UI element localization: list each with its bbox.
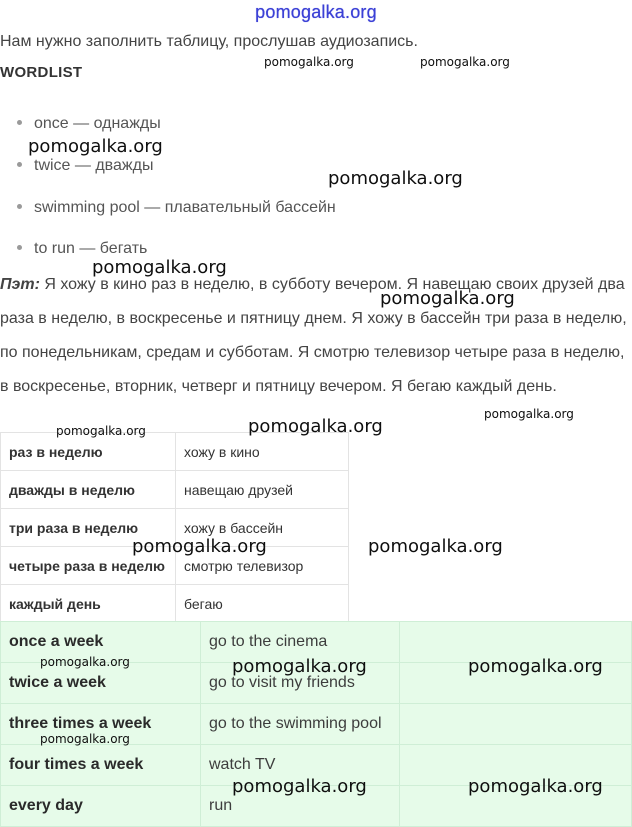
table-cell-frequency: каждый день [1,585,176,623]
watermark: pomogalka.org [232,776,367,797]
bullet-icon [17,120,22,125]
table-row [1,585,349,623]
table-cell-frequency: three times a week [1,704,201,745]
table-cell-frequency: три раза в неделю [1,509,176,547]
speaker-name: Пэт: [0,276,40,293]
russian-table [0,432,349,623]
watermark: pomogalka.org [28,136,163,157]
wordlist-item-text: twice — дважды [34,157,154,174]
pat-text: Я хожу в кино раз в неделю, в субботу вечером. Я навещаю своих друзей два раза в неделю, в воскресенье и пятницу днем. Я хожу в бассейн три раза в неделю, по понедельникам, средам и субботам. Я смотрю телевизор четыре раза в неделю, в воскресенье, вторник, четверг и пятницу вечером. Я бегаю каждый день. [0,276,627,395]
table-cell-frequency: четыре раза в неделю [1,547,176,585]
table-cell-empty [400,704,632,745]
table-cell-activity: go to the swimming pool [201,704,400,745]
wordlist-heading: WORDLIST [0,64,83,81]
table-cell-activity: run [201,786,400,827]
watermark: pomogalka.org [132,536,267,557]
table-row [1,433,349,471]
wordlist-item [17,199,336,217]
site-title[interactable]: pomogalka.org [255,2,377,22]
watermark: pomogalka.org [248,416,383,437]
bullet-icon [17,245,22,250]
table-cell-activity: хожу в бассейн [176,509,349,547]
intro-text: Нам нужно заполнить таблицу, прослушав аудиозапись. [0,33,418,50]
table-cell-frequency: every day [1,786,201,827]
watermark: pomogalka.org [380,288,515,309]
watermark: pomogalka.org [92,257,227,278]
watermark: pomogalka.org [484,407,574,421]
watermark: pomogalka.org [368,536,503,557]
table-cell-activity: смотрю телевизор [176,547,349,585]
table-cell-activity: go to the cinema [201,622,400,663]
table-cell-frequency: twice a week [1,663,201,704]
watermark: pomogalka.org [56,424,146,438]
watermark: pomogalka.org [328,168,463,189]
table-cell-activity: watch TV [201,745,400,786]
watermark: pomogalka.org [40,732,130,746]
table-cell-activity: бегаю [176,585,349,623]
bullet-icon [17,162,22,167]
wordlist-item-text: once — однажды [34,115,161,132]
table-cell-activity: навещаю друзей [176,471,349,509]
pat-paragraph [0,268,632,404]
wordlist-item [17,240,147,258]
watermark: pomogalka.org [232,656,367,677]
wordlist-item-text: swimming pool — плавательный бассейн [34,199,336,216]
table-cell-frequency: four times a week [1,745,201,786]
bullet-icon [17,204,22,209]
wordlist-item [17,157,153,175]
table-cell-activity: go to visit my friends [201,663,400,704]
table-cell-frequency: раз в неделю [1,433,176,471]
table-cell-frequency: дважды в неделю [1,471,176,509]
table-row [1,471,349,509]
watermark: pomogalka.org [264,55,354,69]
watermark: pomogalka.org [468,656,603,677]
table-cell-activity: хожу в кино [176,433,349,471]
watermark: pomogalka.org [468,776,603,797]
table-cell-frequency: once a week [1,622,201,663]
wordlist-item [17,115,161,133]
wordlist-item-text: to run — бегать [34,240,148,257]
watermark: pomogalka.org [420,55,510,69]
watermark: pomogalka.org [40,655,130,669]
